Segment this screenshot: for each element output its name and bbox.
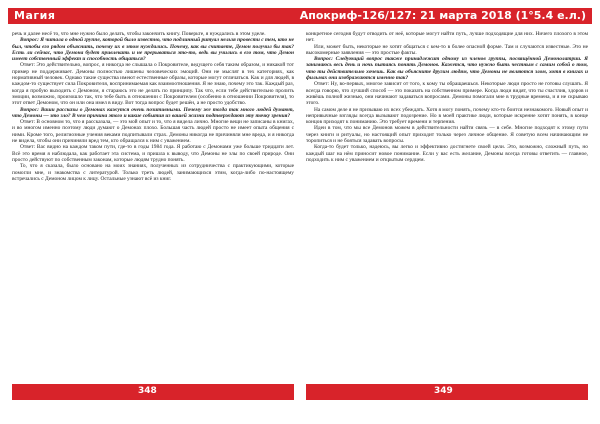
- left-page-text: [12, 31, 294, 381]
- paragraph: Или, может быть, некоторые не хотят общаться с кем-то в более опасной форме. Там и случаются известные. Это не высокомерные заявления — это простые факты.: [306, 43, 588, 56]
- paragraph: конкретное сегодня будут отводить от неё, которые могут найти путь, лучше подходящие для них. Ничего плохого в этом нет.: [306, 31, 588, 44]
- left-footer: [12, 384, 294, 400]
- right-page-text: [306, 31, 588, 381]
- paragraph: Ответ: Это действительно, вопрос, я никогда не слышала о Покровителе, ведущего себя таким образом, и никакой тот пример не поддерживает. Демоны полностью лишены человеческих эмоций. Они не мыслят в тех категориях, как нормативный человек. Однако такие существа имеют естественные образы, которые могут отличаться. Как и для людей, в каждом-то существует сила Покровителя, воспринимаемая как взаимоотношения. Я не знаю, почему это так. Каждый раз, когда я пробую выходить с Демоном, я стараюсь это не делать по принципу. Так что, если тебе действительно пролить эмоции, возможно, произошло так, что тебе быть в отношении с Покровителем (особенно в отношении Покровителя), то этот ответ Демоном, что он или она имел в виду. Вот тогда вопрос будет решён, а не просто удобство.: [12, 62, 294, 107]
- paragraph: Вопрос: Я читала о одной группе, которой было известно, что подлинный ритуал нельзя провести с тем, кто не был, чтобы его рядом объяснить, почему их в этом нуждались. Почему, как вы считаете, Демон получил бы так? Есть ли сейчас, что Демона будет привлекать и не прерываться это-то, ведь вы учились в его том, что Демон имеет собственный эффект и способность общаться?: [12, 37, 294, 63]
- issue-info: Апокриф-126/127: 21 марта 2018 (1°5.4 е.л.): [299, 9, 586, 22]
- running-header: [8, 8, 592, 24]
- left-page-number: 348: [138, 386, 157, 396]
- paragraph: Когда-то будет только, надеюсь, вы легко и эффективно достигнете своей цели. Это, возможно, сложный путь, но каждый шаг на нём приносит новое понимание. Если у вас есть желание, Демоны всегда готовы ответить — главное, подходить к ним с уважением и открытым сердцем.: [306, 144, 588, 163]
- paragraph: Ответ: Ну, во-первых, многое зависит от того, к кому ты обращаешься. Некоторые люди просто не готовы слушать. Я всегда говорю, что лучший способ — это показать на собственном примере. Когда люди видят, что ты счастлив, здоров и живёшь полной жизнью, они начинают задаваться вопросами. Демоны помогали мне в трудные времена, и я не скрываю этого.: [306, 81, 588, 107]
- paragraph: Ответ: В основном то, что я рассказала, — это мой опыт и то, что я видела лично. Многие вещи не записаны в книгах, и во многом именно поэтому люди думают о Демонах плохо. Большая часть людей просто не имеет опыта общения с ними. Кроме того, религиозные учения веками подпитывали страх. Демоны никогда не причиняли мне вреда, и я никогда не видела, чтобы они причиняли вред тем, кто обращался к ним с уважением.: [12, 119, 294, 145]
- paragraph: Ответ: Вас видно на каждом таком пути, где-то в годы 1984 года. Я работаю с Демонами уже больше тридцати лет. Всё это время я наблюдала, как работает эта система, и пришла к выводу, что Демоны не злы по своей природе. Они просто действуют по собственным законам, которые людям трудно понять.: [12, 144, 294, 163]
- paragraph: Вопрос: Следующий вопрос также принадлежит одному из членов группы, посвящённой Демонолатрии. Я занимаюсь весь день и ночь пытаясь понять Демонов. Кажется, что нужно быть честным с самим собой о том, что ты действительно хочешь. Как вы объясните другим людям, что Демоны не являются злом, хотя в книгах и фильмах они изображаются именно так?: [306, 56, 588, 82]
- paragraph: Вопрос: Ваши рассказы о Демонах кажутся очень позитивными. Почему же тогда так много людей думают, что Демоны — это зло? В чем причина этого и какие события из вашей жизни подтверждают эту точку зрения?: [12, 106, 294, 119]
- paragraph: речь и далее несё то, что мне нужно было делать, чтобы закончить книгу. Поверьте, я нуждались в этом уделе.: [12, 31, 266, 37]
- paragraph: Идеи в том, что мы все Демонов можем в действительности найти связь — в себе. Многие подходят к этому пути через книги и ритуалы, но настоящий опыт приходит только через личное общение. Я советую всем начинающим не торопиться и не бояться задавать вопросы.: [306, 125, 588, 145]
- right-page-number: 349: [434, 386, 453, 396]
- paragraph: На самом деле я не призываю их всех убеждать. Хотя я могу понять, почему кто-то боится незнакомого. Новый опыт и непривычные взгляды всегда вызывают подозрение. Но в моей практике люди, которые искренне хотят понять, в конце концов приходят к пониманию. Это требует времени и терпения.: [306, 106, 588, 126]
- paragraph: То, что я сказала, было основано на моих знаниях, полученных из сотрудничества с практикующими, которые помогли мне, и знакомства с литературой. Только треть людей, занимающихся этим, когда-либо по-настоящему встречались с Демоном лицом к лицу. Остальные узнают всё из книг.: [12, 163, 294, 182]
- right-footer: [306, 384, 588, 400]
- section-title: Магия: [14, 9, 56, 22]
